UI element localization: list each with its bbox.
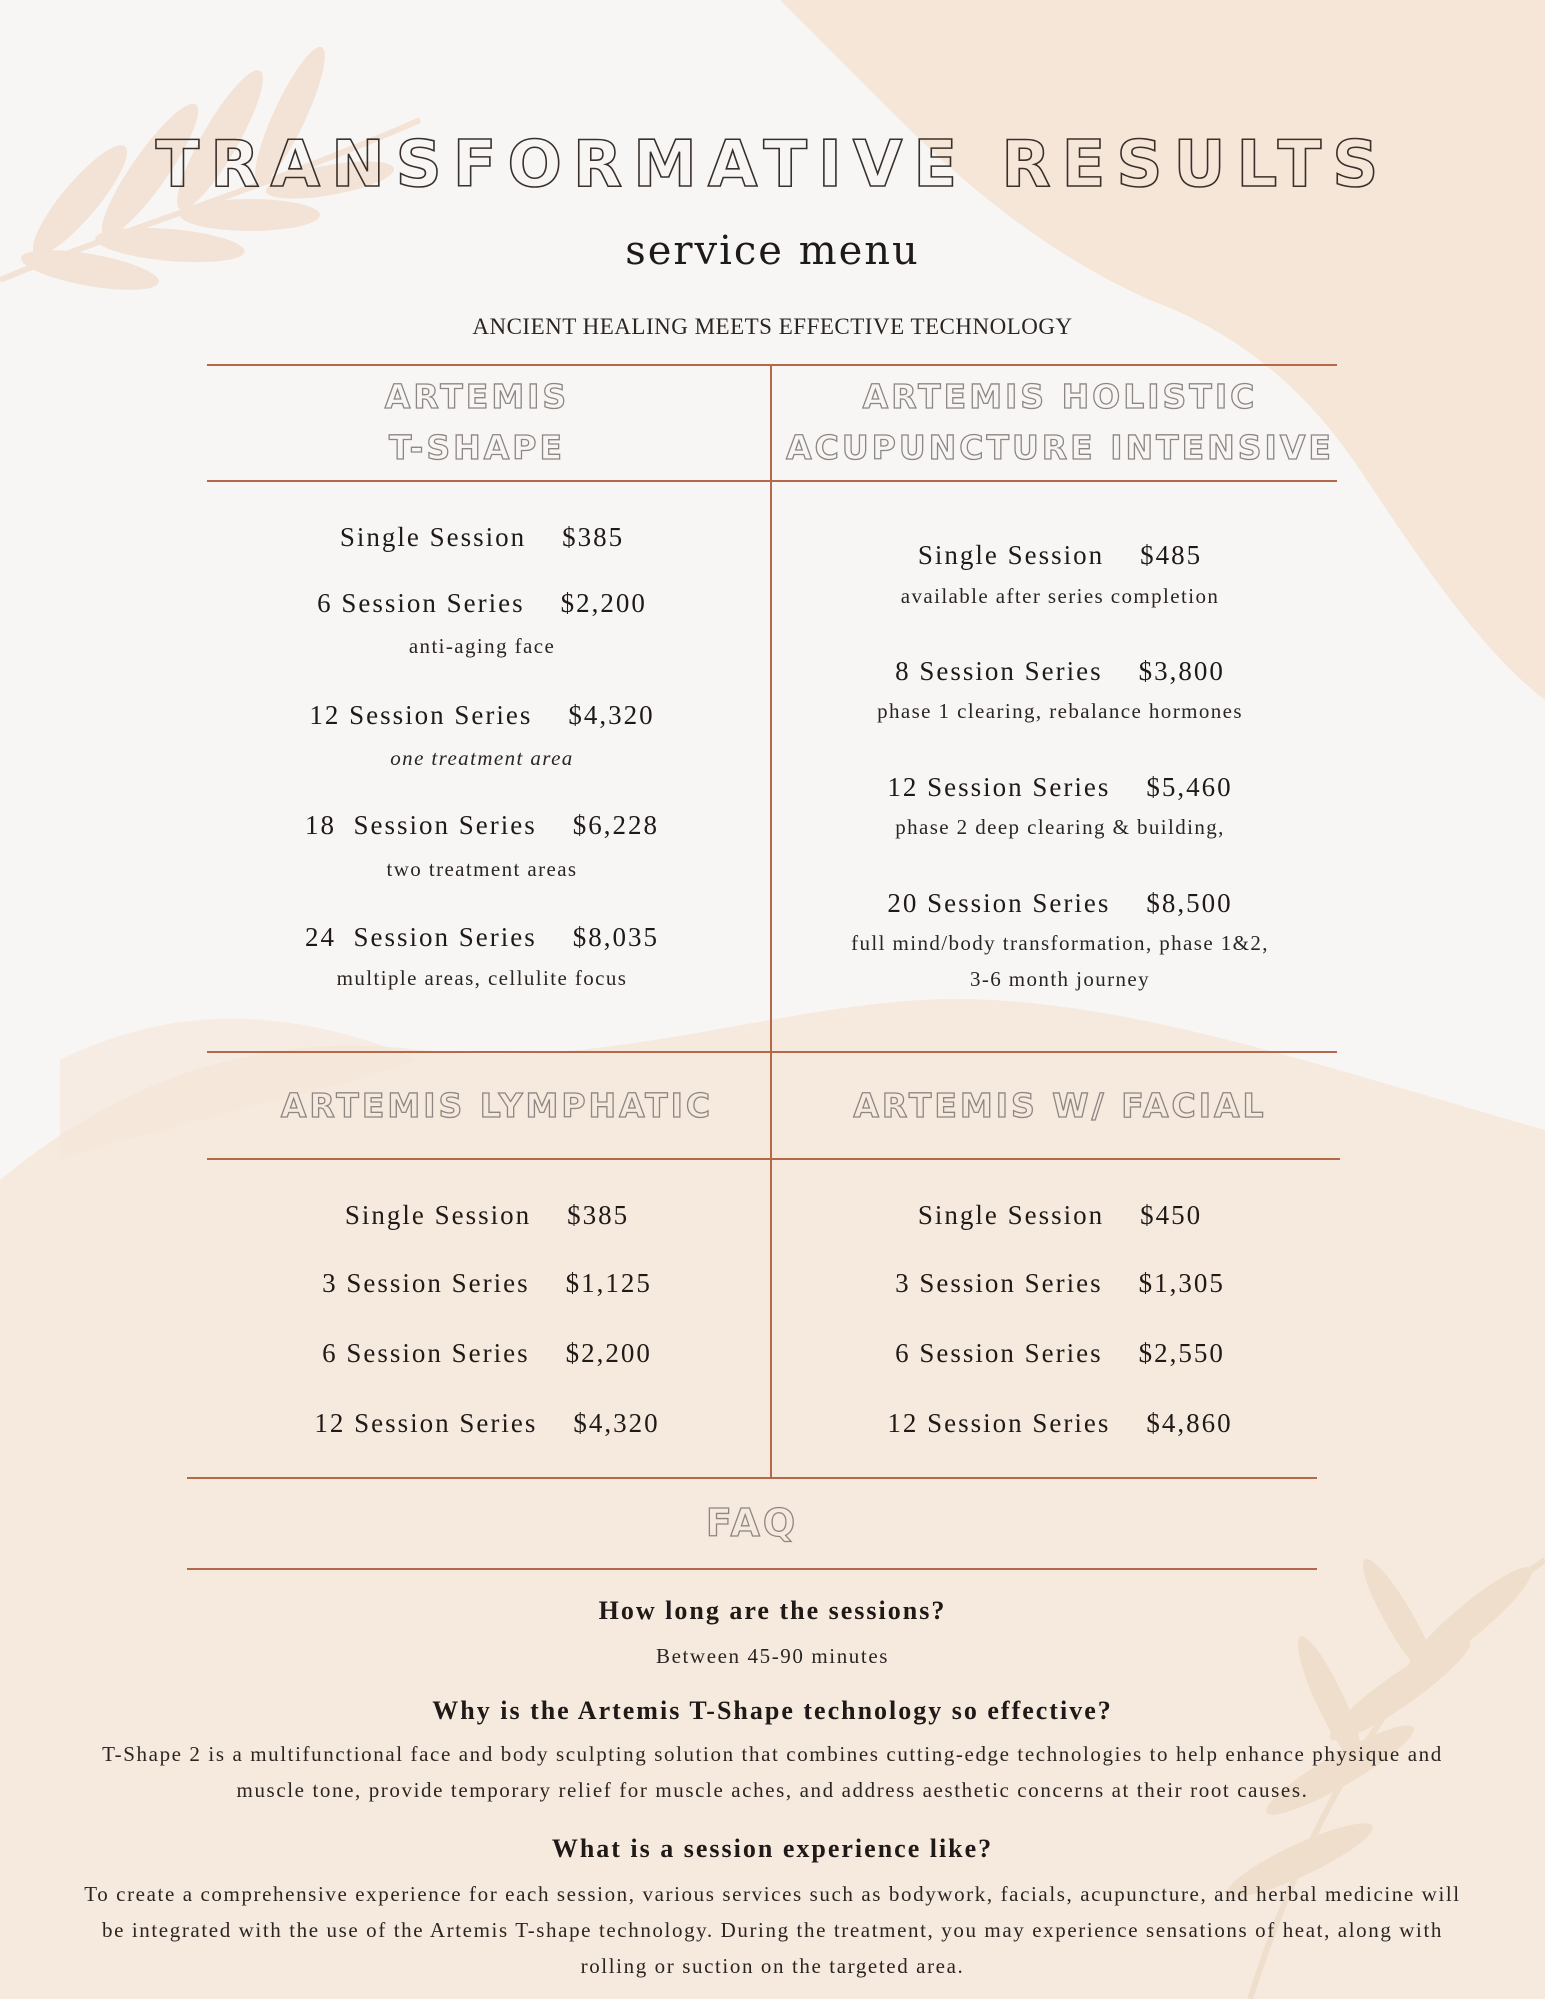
session-price: $4,320 — [573, 1408, 660, 1438]
faq-question: Why is the Artemis T-Shape technology so effective? — [432, 1696, 1113, 1725]
session-note: phase 1 clearing, rebalance hormones — [877, 699, 1243, 723]
session-name: 12 Session Series — [887, 1408, 1111, 1438]
page-title: TRANSFORMATIVE RESULTS — [155, 128, 1390, 202]
tagline: ANCIENT HEALING MEETS EFFECTIVE TECHNOLOGY — [472, 314, 1073, 339]
heading-line: T-SHAPE — [388, 428, 565, 467]
section-heading-lymphatic: ARTEMIS LYMPHATIC — [280, 1086, 714, 1125]
session-note: one treatment area — [390, 746, 574, 770]
faq-answer: To create a comprehensive experience for each session, various services such as bodywork, facials, acupuncture, and herbal medicine will be integrated with the use of the Artemis T-shape technology. During the treatment, you may experience sensations of heat, along with rolling or suction on the targeted area. — [84, 1882, 1461, 1978]
session-name: 24 Session Series — [305, 922, 537, 952]
session-price: $1,125 — [565, 1268, 652, 1298]
session-note: two treatment areas — [386, 857, 578, 881]
price-line — [780, 1338, 1340, 1369]
price-line — [207, 1268, 767, 1299]
session-price: $2,200 — [565, 1338, 652, 1368]
session-price: $450 — [1140, 1200, 1203, 1230]
session-price: $385 — [562, 522, 625, 552]
price-line — [207, 1338, 767, 1369]
session-name: Single Session — [917, 1200, 1105, 1230]
session-name: 3 Session Series — [895, 1268, 1103, 1298]
price-line — [207, 1200, 767, 1231]
rule-vertical-divider — [770, 364, 772, 1478]
session-note: available after series completion — [900, 584, 1220, 608]
session-price: $4,860 — [1146, 1408, 1233, 1438]
session-name: 18 Session Series — [305, 810, 537, 840]
session-price: $2,200 — [560, 588, 647, 618]
session-note: phase 2 deep clearing & building, — [895, 815, 1225, 839]
faq-answer: Between 45-90 minutes — [655, 1644, 890, 1668]
session-price: $8,500 — [1146, 888, 1233, 918]
session-price: $485 — [1140, 540, 1203, 570]
faq-question: What is a session experience like? — [551, 1834, 994, 1863]
session-name: Single Session — [917, 540, 1105, 570]
session-name: 6 Session Series — [317, 588, 525, 618]
session-price: $1,305 — [1138, 1268, 1225, 1298]
session-price: $2,550 — [1138, 1338, 1225, 1368]
session-price: $6,228 — [572, 810, 659, 840]
session-name: 8 Session Series — [895, 656, 1103, 686]
heading-line: ARTEMIS — [384, 377, 570, 416]
session-note: anti-aging face — [408, 634, 556, 658]
session-name: Single Session — [344, 1200, 532, 1230]
session-name: 12 Session Series — [887, 772, 1111, 802]
session-price: $8,035 — [572, 922, 659, 952]
price-line — [780, 1268, 1340, 1299]
session-note: full mind/body transformation, phase 1&2, — [851, 931, 1269, 955]
session-name: 6 Session Series — [895, 1338, 1103, 1368]
session-name: 3 Session Series — [322, 1268, 530, 1298]
faq-question: How long are the sessions? — [598, 1596, 947, 1625]
heading-line: ACUPUNCTURE INTENSIVE — [786, 428, 1334, 467]
session-price: $4,320 — [568, 700, 655, 730]
price-line — [780, 1200, 1340, 1231]
session-name: 12 Session Series — [314, 1408, 538, 1438]
session-name: 12 Session Series — [309, 700, 533, 730]
faq-heading: FAQ — [705, 1501, 799, 1545]
session-note: multiple areas, cellulite focus — [336, 966, 628, 990]
heading-line: ARTEMIS HOLISTIC — [862, 377, 1258, 416]
session-price: $5,460 — [1146, 772, 1233, 802]
session-name: Single Session — [339, 522, 527, 552]
session-name: 20 Session Series — [887, 888, 1111, 918]
page-subtitle: service menu — [625, 228, 920, 274]
session-name: 6 Session Series — [322, 1338, 530, 1368]
session-note: 3-6 month journey — [969, 967, 1151, 991]
faq-answer: T-Shape 2 is a multifunctional face and body sculpting solution that combines cutting-edge technologies to help enhance physique and muscle tone, provide temporary relief for muscle aches, and address aesthetic concerns at their root causes. — [102, 1742, 1443, 1802]
session-price: $385 — [567, 1200, 630, 1230]
session-price: $3,800 — [1138, 656, 1225, 686]
price-line — [207, 1408, 767, 1439]
section-heading-facial: ARTEMIS W/ FACIAL — [853, 1086, 1267, 1125]
price-line — [780, 1408, 1340, 1439]
